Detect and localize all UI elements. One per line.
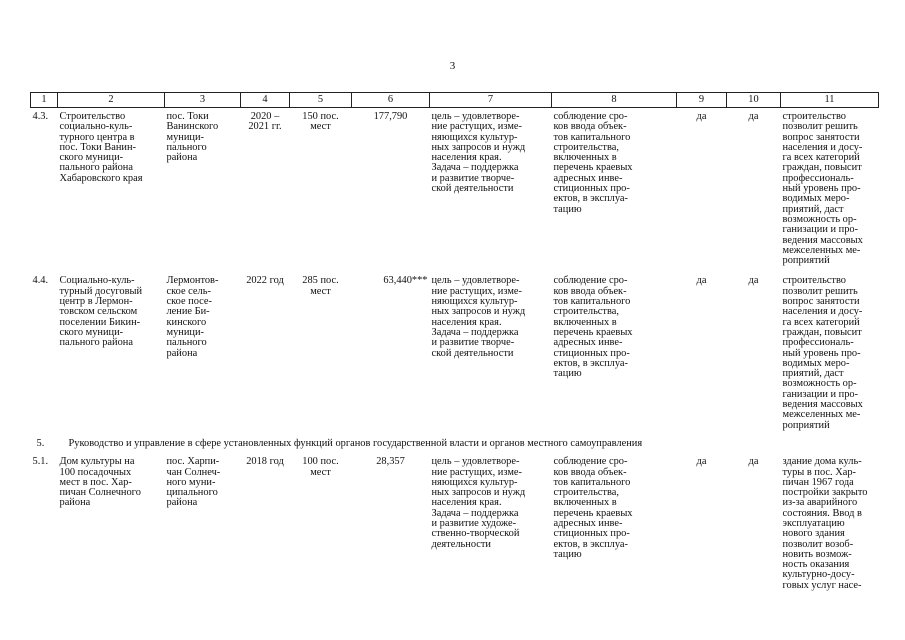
header-cell: 1 [31,93,58,108]
row-number: 4.4. [32,275,49,287]
capacity: 285 пос. мест [302,275,339,297]
col9-value: да [696,275,707,287]
funding-amount: 28,357 [376,456,405,468]
criteria-text: соблюдение сро- ков ввода объек- тов капитального строительства, включенных в перечень краевых адресных инве- стиционных про- ектов, в эксплуа- тацию [553,275,633,380]
table-row [31,108,879,273]
note-text: здание дома куль- туры в пос. Хар- пичан 1967 года постройки закрыто из-за аварийного состояния. Ввод в эксплуатацию нового здания позволит возоб- новить возмож- ность оказания культурно-досу- говых услуг насе- [782,456,868,591]
col9-value: да [696,111,707,122]
capacity: 150 пос. мест [302,111,339,133]
capacity: 100 пос. мест [302,456,339,478]
header-cell: 3 [165,93,241,108]
table-header-row [31,93,879,108]
object-location: Лермонтов- ское сель- ское посе- ление Би- кинского муници- пального района [166,275,219,359]
section-title: Руководство и управление в сфере установленных функций органов государственной власти и органов местного самоуправления [68,437,643,449]
table-row [31,272,879,436]
note-text: строительство позволит решить вопрос занятости населения и досу- га всех категорий граждан, повысит профессиональ- ный уровень про- водимых меро- приятий, даст возможность ор- ганизации и про- ведения массовых межселенных ме- роприятий [782,275,863,431]
object-name: Социально-куль- турный досуговый центр в Лермон- товском сельском поселении Бикин- ского муници- пального района [59,275,143,349]
col10-value: да [748,275,759,287]
goal-text: цель – удовлетворе- ние растущих, изме- няющихся культур- ных запросов и нужд населения края. Задача – поддержка и развитие художе- ственно-творческой деятельности [431,456,526,550]
table-row [31,453,879,597]
goal-text: цель – удовлетворе- ние растущих, изме- няющихся культур- ных запросов и нужд населения края. Задача – поддержка и развитие творче- ской деятельности [431,111,526,195]
row-number: 5.1. [32,456,49,468]
header-cell: 10 [727,93,781,108]
section-number: 5. [36,437,45,449]
col10-value: да [748,456,759,468]
col9-value: да [696,456,707,468]
investment-projects-table [30,92,879,597]
object-location: пос. Токи Ванинского муници- пального района [166,111,219,164]
object-name: Дом культуры на 100 посадочных мест в пос. Хар- пичан Солнечного района [59,456,141,509]
row-number: 4.3. [32,111,49,122]
funding-amount: 177,790 [373,111,408,122]
goal-text: цель – удовлетворе- ние растущих, изме- няющихся культур- ных запросов и нужд населения края. Задача – поддержка и развитие творче- ской деятельности [431,275,526,359]
header-cell: 7 [430,93,552,108]
note-text: строительство позволит решить вопрос занятости населения и досу- га всех категорий граждан, повысит профессиональ- ный уровень про- водимых меро- приятий, даст возможность ор- ганизации и про- ведения массовых межселенных ме- роприятий [782,111,863,267]
header-cell: 9 [677,93,727,108]
col10-value: да [748,111,759,122]
construction-period: 2020 – 2021 гг. [248,111,282,133]
header-cell: 5 [290,93,352,108]
criteria-text: соблюдение сро- ков ввода объек- тов капитального строительства, включенных в перечень краевых адресных инве- стиционных про- ектов, в эксплуа- тацию [553,456,633,560]
header-cell: 8 [552,93,677,108]
funding-amount: 63,440*** [383,275,428,287]
section-heading [31,437,879,453]
construction-period: 2022 год [246,275,284,287]
object-location: пос. Харпи- чан Солнеч- ного муни- ципального района [166,456,221,509]
construction-period: 2018 год [246,456,284,468]
header-cell: 6 [352,93,430,108]
header-cell: 11 [781,93,879,108]
header-cell: 2 [58,93,165,108]
criteria-text: соблюдение сро- ков ввода объек- тов капитального строительства, включенных в перечень краевых адресных инве- стиционных про- ектов, в эксплуа- тацию [553,111,633,215]
section-row [31,437,879,453]
object-name: Строительство социально-куль- турного центра в пос. Токи Ванин- ского муници- пального района Хабаровского края [59,111,143,184]
header-cell: 4 [241,93,290,108]
page-number: 3 [449,60,456,72]
